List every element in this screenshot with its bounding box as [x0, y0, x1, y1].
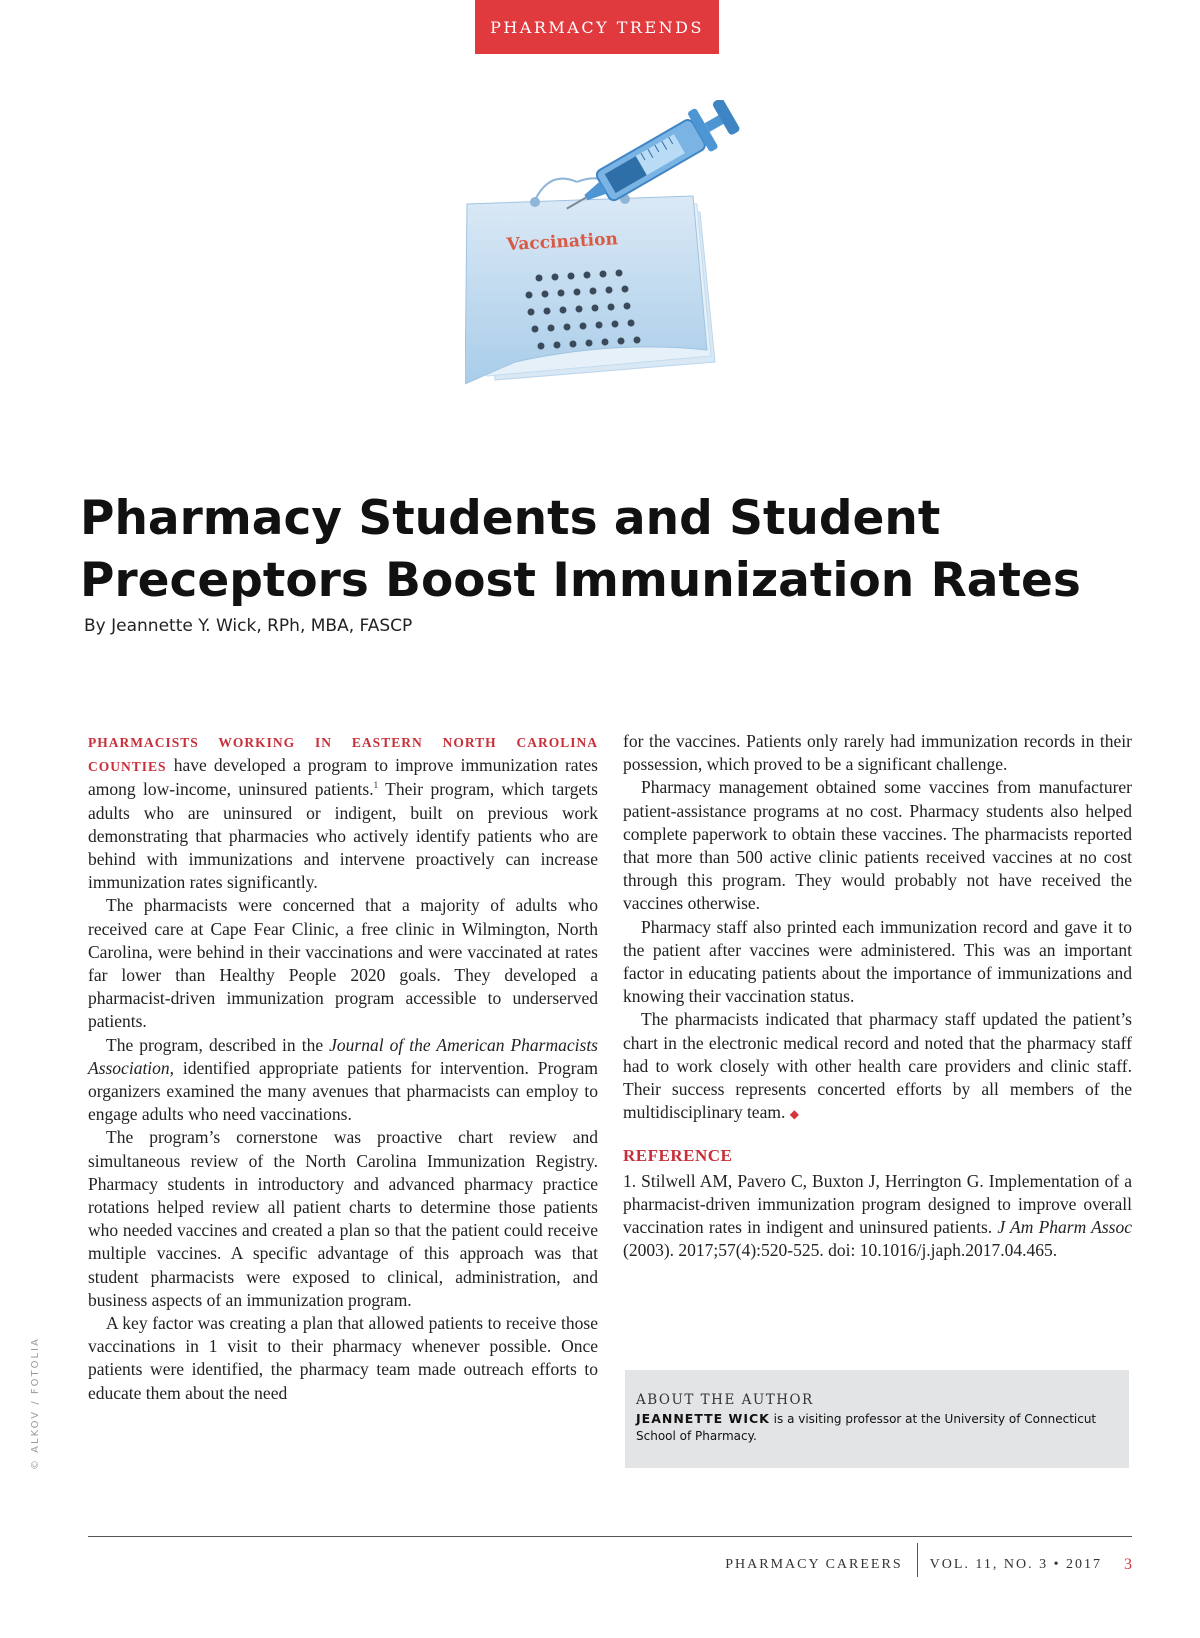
author-name: JEANNETTE WICK [636, 1411, 770, 1426]
paragraph: for the vaccines. Patients only rarely had immunization records in their possession, which proved to be a significant challenge. [623, 731, 1132, 775]
volume-info: VOL. 11, NO. 3 • 2017 [929, 1557, 1102, 1572]
about-author-box [625, 1370, 1129, 1468]
article-column-right [623, 730, 1132, 1262]
reference-entry: 1. Stilwell AM, Pavero C, Buxton J, Herrington G. Implementation of a pharmacist-driven immunization program designed to improve overall vaccination rates in indigent and uninsured patients. J Am Pharm Assoc (2003). 2017;57(4):520-525. doi: 10.1016/j.japh.2017.04.465. [623, 1170, 1132, 1261]
author-bio: JEANNETTE WICK is a visiting professor at the University of Connecticut School of Pharmacy. [636, 1411, 1097, 1443]
paragraph: The pharmacists indicated that pharmacy staff updated the patient’s chart in the electronic medical record and noted that the pharmacy staff had to work closely with other health care providers and clinic staff. Their success represents concerted efforts by all members of the multidisciplinary team. ◆ [623, 1009, 1132, 1123]
lead-in: PHARMACISTS WORKING IN EASTERN NORTH CAROLINA COUNTIES [88, 735, 598, 775]
paragraph: A key factor was creating a plan that allowed patients to receive those vaccinations in 1 visit to their pharmacy whenever possible. Once patients were identified, the pharmacy team made outreach efforts to educate them about the need [88, 1313, 598, 1403]
paragraph: PHARMACISTS WORKING IN EASTERN NORTH CAROLINA COUNTIES have developed a program to improve immunization rates among low-income, uninsured patients.$^1$ Their program, which targets adults who are uninsured or indigent, built on previous work demonstrating that pharmacies who actively identify patients who are behind with immunizations and intervene proactively can increase immunization rates significantly. [88, 735, 598, 893]
paragraph: The program, described in the Journal of the American Pharmacists Association, identified appropriate patients for intervention. Program organizers examined the many avenues that pharmacists can employ to engage adults who need vaccinations. [88, 1034, 598, 1125]
paragraph: Pharmacy management obtained some vaccines from manufacturer patient-assistance programs at no cost. Pharmacy students also helped complete paperwork to obtain these vaccines. The pharmacists reported that more than 500 active clinic patients received vaccines at no cost through this program. They would probably not have received the vaccines otherwise. [623, 777, 1132, 914]
calendar-label: Vaccination [506, 229, 619, 255]
about-author-heading: ABOUT THE AUTHOR [636, 1392, 814, 1408]
paragraph: The pharmacists were concerned that a majority of adults who received care at Cape Fear Clinic, a free clinic in Wilmington, North Carolina, were behind in their vaccinations and were vaccinated at rates far lower than Healthy People 2020 goals. They developed a pharmacist-driven immunization program accessible to underserved patients. [88, 895, 598, 1032]
journal-name: Journal of the American Pharmacists Association [88, 1034, 598, 1078]
footer [725, 1553, 1132, 1577]
paragraph: Pharmacy staff also printed each immunization record and gave it to the patient after vaccines were administered. This was an important factor in educating patients about the importance of immunizations and knowing their vaccination status. [623, 916, 1132, 1007]
page-number: 3 [1124, 1556, 1132, 1573]
reference-heading: REFERENCE [623, 1146, 733, 1166]
publication-name: PHARMACY CAREERS [725, 1557, 903, 1572]
article-title: Pharmacy Students and Student Preceptors Boost Immunization Rates [80, 491, 1081, 608]
section-tag: PHARMACY TRENDS [475, 0, 719, 54]
image-credit: © ALKOV / FOTOLIA [30, 1337, 41, 1470]
paragraph: The program’s cornerstone was proactive chart review and simultaneous review of the North Carolina Immunization Registry. Pharmacy students in introductory and advanced pharmacy practice rotations helped review all patient charts to determine those patients who needed vaccines and created a plan so that the patient could receive multiple vaccines. A specific advantage of this approach was that student pharmacists were exposed to clinical, administration, and business aspects of an immunization program. [88, 1127, 598, 1310]
end-mark-icon: ◆ [789, 1107, 799, 1122]
byline: By Jeannette Y. Wick, RPh, MBA, FASCP [84, 616, 413, 636]
syringe-calendar-illustration [465, 100, 765, 410]
footer-rule [88, 1536, 1132, 1537]
citation-marker: 1 [373, 780, 379, 791]
article-column-left [88, 730, 598, 1405]
